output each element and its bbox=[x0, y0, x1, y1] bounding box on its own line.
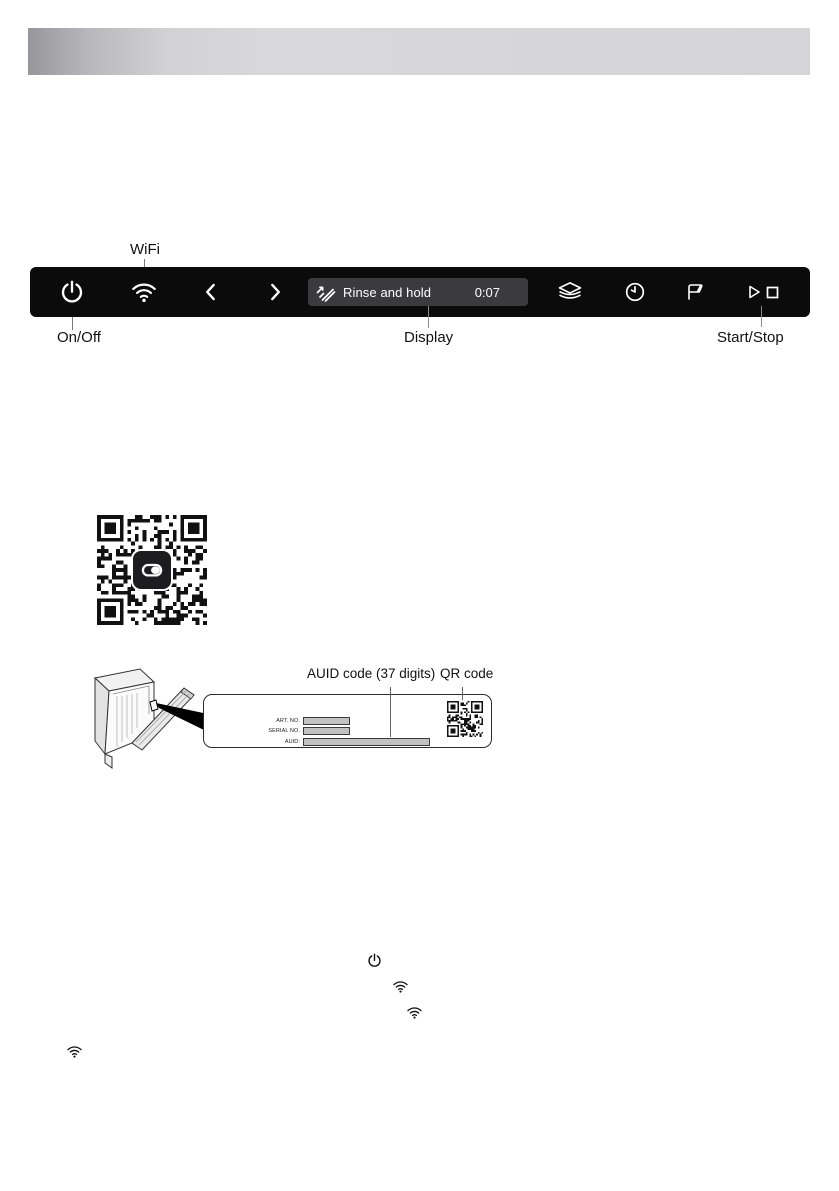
wifi-icon bbox=[66, 1043, 83, 1060]
plate-qr-code bbox=[447, 701, 483, 737]
wifi-icon bbox=[130, 278, 158, 306]
app-logo-toggle-icon bbox=[133, 551, 171, 589]
wifi-callout-label: WiFi bbox=[130, 241, 160, 258]
onoff-callout-label: On/Off bbox=[57, 329, 101, 346]
serial-no-label: SERIAL NO. bbox=[268, 728, 300, 734]
qr-annotation-line bbox=[462, 687, 463, 700]
dishwasher-control-panel bbox=[30, 267, 810, 317]
program-name: Rinse and hold bbox=[343, 284, 432, 300]
auid-annotation-label: AUID code (37 digits) bbox=[307, 666, 436, 681]
play-icon bbox=[744, 282, 764, 302]
clock-icon bbox=[623, 280, 647, 304]
chevron-left-icon bbox=[198, 279, 224, 305]
header-band bbox=[28, 28, 810, 75]
power-icon bbox=[58, 278, 86, 306]
stop-icon bbox=[766, 286, 779, 299]
display-callout-label: Display bbox=[404, 329, 454, 346]
auid-annotation-line bbox=[390, 687, 391, 737]
program-rinse-icon bbox=[313, 280, 337, 304]
wifi-icon bbox=[406, 1004, 423, 1021]
flag-icon bbox=[684, 280, 708, 304]
remaining-time: 0:07 bbox=[474, 284, 500, 300]
art-no-label: ART. NO. bbox=[276, 718, 300, 724]
rating-plate bbox=[203, 694, 492, 748]
startstop-callout-label: Start/Stop bbox=[717, 329, 784, 346]
startstop-callout-line bbox=[761, 306, 762, 327]
serial-no-field bbox=[303, 727, 350, 735]
dishwasher-illustration bbox=[90, 662, 212, 774]
layers-icon bbox=[556, 278, 584, 306]
qr-annotation-label: QR code bbox=[440, 666, 494, 681]
art-no-field bbox=[303, 717, 350, 725]
power-icon bbox=[366, 952, 383, 969]
panel-display bbox=[308, 278, 528, 306]
auid-field-label: AUID: bbox=[284, 739, 300, 745]
wifi-icon bbox=[392, 978, 409, 995]
display-callout-line bbox=[428, 306, 429, 328]
auid-field bbox=[303, 738, 430, 746]
chevron-right-icon bbox=[262, 279, 288, 305]
